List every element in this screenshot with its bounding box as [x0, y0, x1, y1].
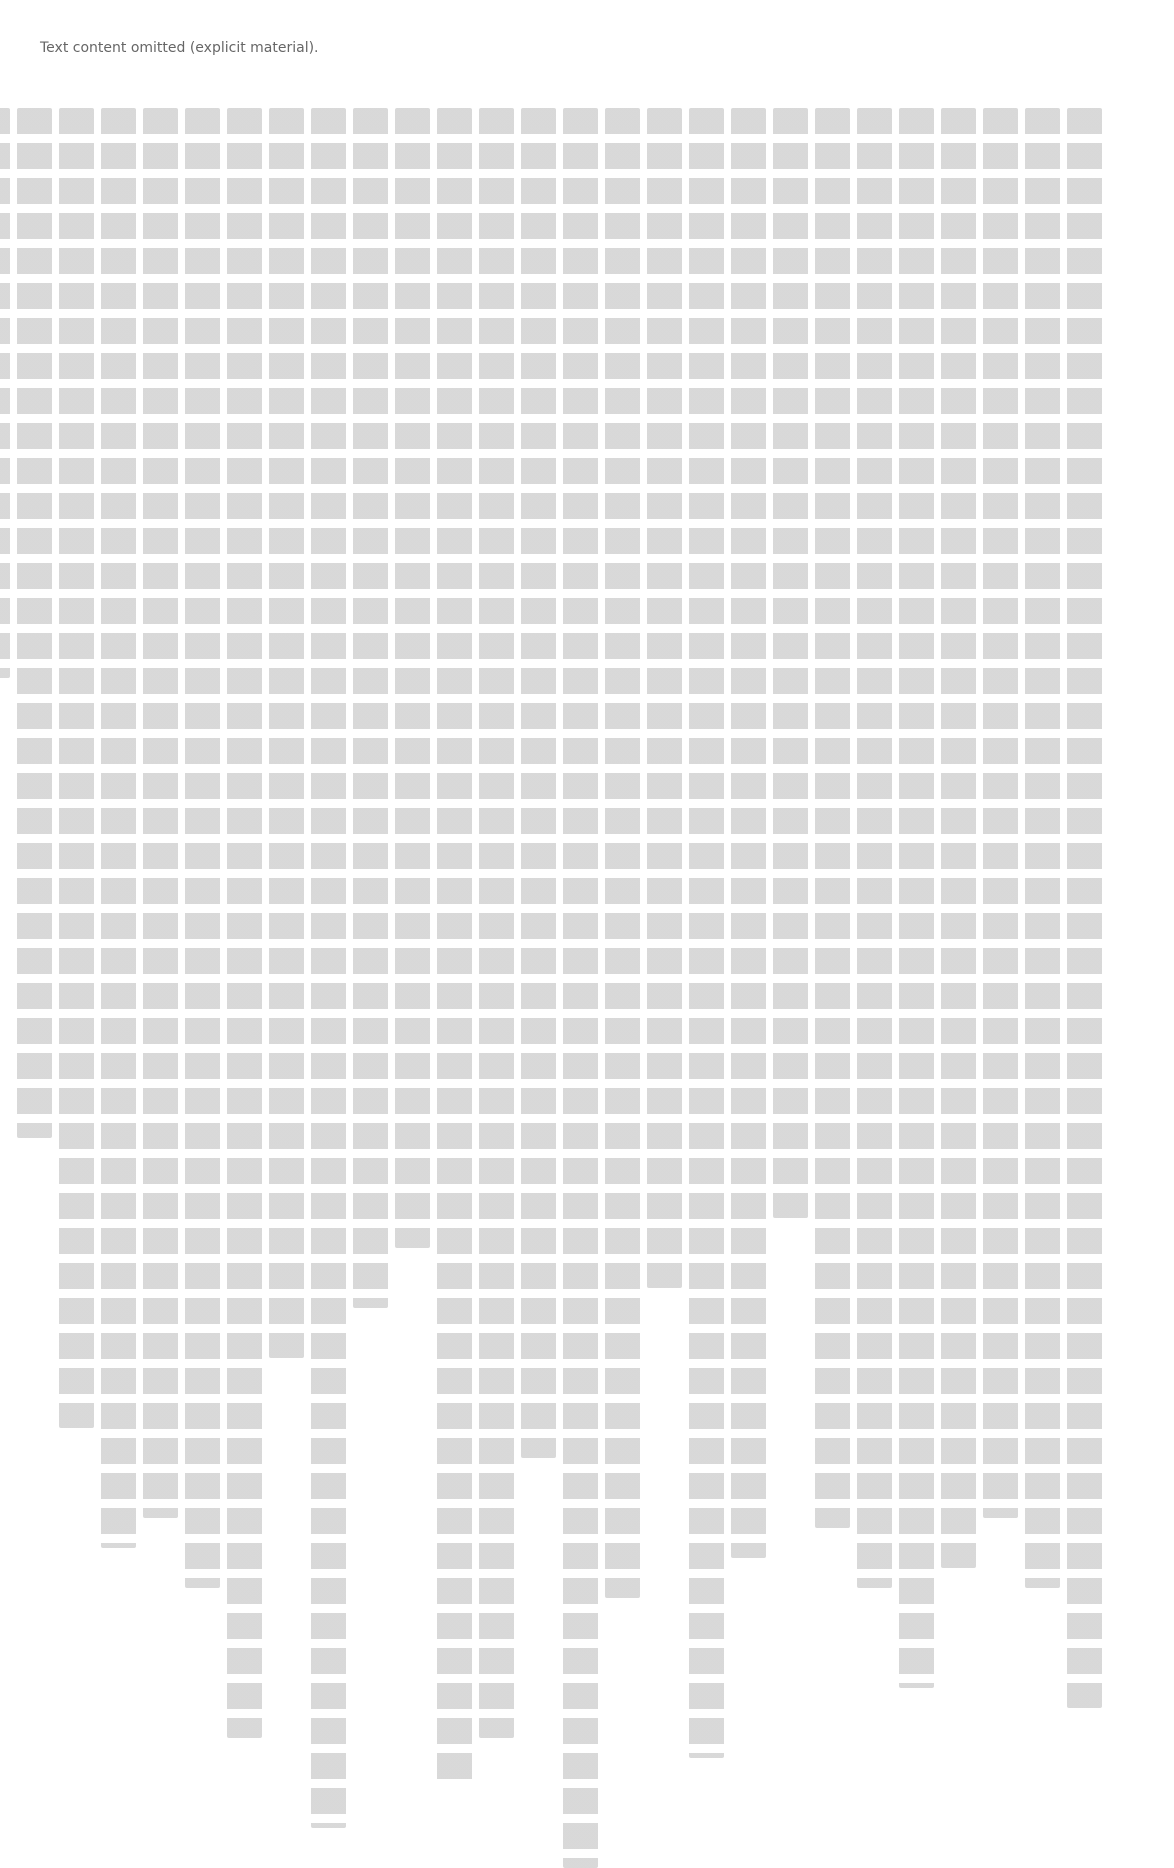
text-column	[17, 108, 52, 1138]
text-column	[689, 108, 724, 1758]
text-column	[647, 108, 682, 1288]
text-column	[899, 108, 934, 1688]
text-column	[437, 108, 472, 1788]
text-column	[563, 108, 598, 1868]
text-column	[353, 108, 388, 1308]
text-column	[773, 108, 808, 1218]
text-column	[1067, 108, 1102, 1708]
text-column	[815, 108, 850, 1528]
text-column	[605, 108, 640, 1598]
content-notice: Text content omitted (explicit material).	[40, 40, 319, 56]
text-column	[0, 108, 10, 678]
text-column	[941, 108, 976, 1568]
text-column	[395, 108, 430, 1248]
text-column	[983, 108, 1018, 1518]
text-column	[269, 108, 304, 1358]
text-column	[479, 108, 514, 1738]
vertical-text-block	[0, 108, 1102, 1728]
text-column	[101, 108, 136, 1548]
text-column	[311, 108, 346, 1828]
text-column	[185, 108, 220, 1588]
text-column	[1025, 108, 1060, 1588]
text-column	[227, 108, 262, 1738]
text-column	[731, 108, 766, 1558]
text-column	[521, 108, 556, 1458]
text-column	[857, 108, 892, 1588]
text-column	[59, 108, 94, 1428]
text-column	[143, 108, 178, 1518]
